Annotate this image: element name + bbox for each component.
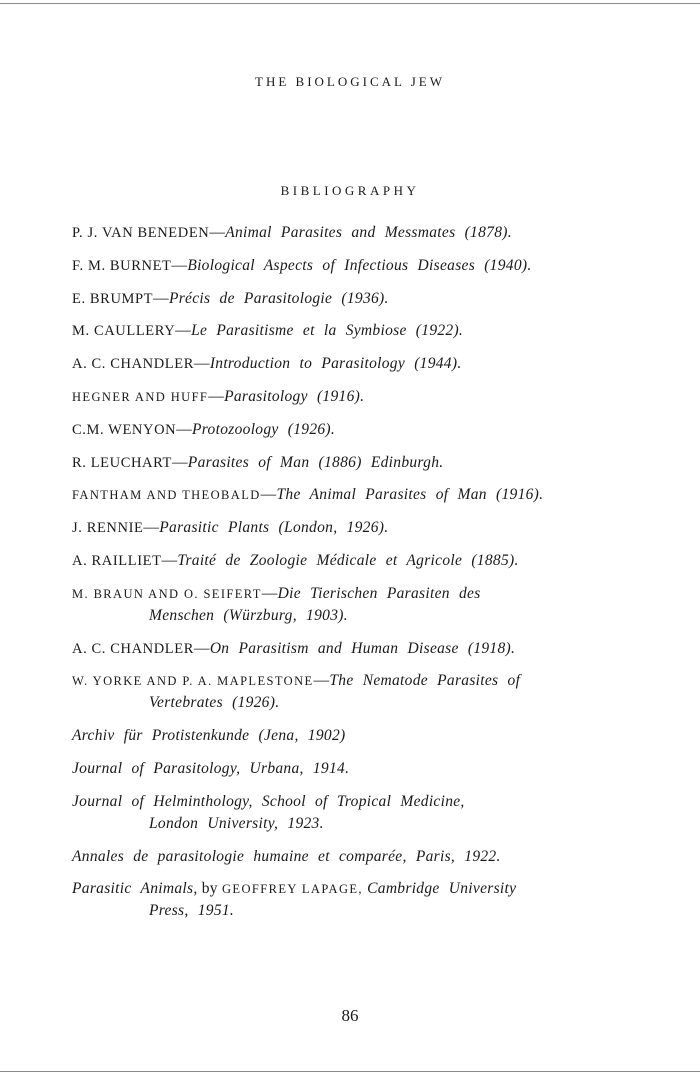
bibliography-entry <box>72 353 632 375</box>
entry-dash: — <box>153 289 169 307</box>
entry-title: Protozoology (1926). <box>192 420 336 438</box>
entry-author: M. BRAUN AND O. SEIFERT <box>72 586 262 601</box>
entry-author: HEGNER AND HUFF <box>72 389 209 404</box>
entry-dash: — <box>194 355 210 373</box>
entry-title: Précis de Parasitologie (1936). <box>168 289 389 307</box>
bibliography-entry <box>72 320 632 342</box>
entry-title: Parasitology (1916). <box>224 387 365 405</box>
entry-author: W. YORKE AND P. A. MAPLESTONE <box>72 674 314 689</box>
bibliography-entry <box>72 878 632 922</box>
entry-title: The Animal Parasites of Man (1916). <box>276 486 544 504</box>
bibliography-entry <box>72 670 632 714</box>
entry-dash: — <box>176 420 193 438</box>
bibliography-entry <box>72 386 632 408</box>
entry-author: E. BRUMPT <box>72 290 154 307</box>
entry-dash: — <box>171 453 188 471</box>
entry-title-continuation: Menschen (Würzburg, 1903). <box>149 606 348 624</box>
entry-title: Parasitic Plants (London, 1926). <box>159 519 389 537</box>
entry-author: GEOFFREY LAPAGE, <box>222 882 363 897</box>
entry-title: Parasitic Animals, <box>72 880 198 898</box>
bibliography-entry <box>72 222 632 244</box>
bibliography-list <box>72 222 632 933</box>
entry-title: On Parasitism and Human Disease (1918). <box>209 639 516 657</box>
entry-author: A. RAILLIET <box>72 552 162 569</box>
entry-title: Traité de Zoologie Médicale et Agricole (1885). <box>177 551 519 569</box>
entry-dash: — <box>161 551 178 569</box>
entry-title: Journal of Parasitology, Urbana, 1914. <box>72 759 350 777</box>
bibliography-entry <box>72 255 632 277</box>
entry-author: J. RENNIE <box>72 520 144 537</box>
bibliography-entry <box>72 725 632 747</box>
entry-dash: — <box>313 672 330 690</box>
entry-author: P. J. VAN BENEDEN <box>72 225 210 241</box>
bibliography-entry <box>72 758 632 780</box>
entry-author: FANTHAM AND THEOBALD <box>72 488 261 503</box>
bibliography-entry <box>72 288 632 310</box>
entry-publisher: Cambridge University <box>367 880 517 898</box>
section-title: BIBLIOGRAPHY <box>280 183 420 198</box>
bibliography-entry <box>72 517 632 539</box>
bibliography-entry <box>72 791 632 835</box>
running-head: THE BIOLOGICAL JEW <box>255 74 445 89</box>
entry-title: Le Parasitisme et la Symbiose (1922). <box>191 322 464 340</box>
entry-title: Archiv für Protistenkunde (Jena, 1902) <box>72 727 346 745</box>
page-number: 86 <box>341 1006 359 1025</box>
entry-dash: — <box>260 486 277 504</box>
top-border <box>0 3 700 4</box>
entry-author: R. LEUCHART <box>72 454 172 471</box>
entry-dash: — <box>261 584 278 602</box>
bibliography-entry <box>72 452 632 474</box>
entry-author: M. CAULLERY <box>72 323 176 340</box>
entry-author: C.M. WENYON <box>72 421 177 438</box>
entry-author: A. C. CHANDLER <box>72 356 194 373</box>
entry-title: The Nematode Parasites of <box>329 672 521 690</box>
bottom-border <box>0 1071 700 1072</box>
entry-dash: — <box>143 519 160 537</box>
bibliography-entry <box>72 583 632 627</box>
entry-dash: — <box>209 224 226 241</box>
bibliography-entry <box>72 484 632 506</box>
entry-by: by <box>201 880 218 898</box>
entry-dash: — <box>194 639 210 657</box>
entry-title: Die Tierischen Parasiten des <box>277 584 481 602</box>
bibliography-entry <box>72 419 632 441</box>
bibliography-entry <box>72 638 632 660</box>
entry-dash: — <box>171 256 188 274</box>
bibliography-entry <box>72 550 632 572</box>
entry-title: Introduction to Parasitology (1944). <box>209 355 462 373</box>
entry-title-continuation: Vertebrates (1926). <box>149 694 280 712</box>
entry-author: A. C. CHANDLER <box>72 640 194 657</box>
entry-title-continuation: London University, 1923. <box>149 814 324 832</box>
entry-title: Animal Parasites and Messmates (1878). <box>225 224 512 241</box>
entry-title-continuation: Press, 1951. <box>149 902 235 920</box>
bibliography-entry <box>72 846 632 868</box>
entry-title: Parasites of Man (1886) Edinburgh. <box>187 453 444 471</box>
entry-title: Annales de parasitologie humaine et comparée, Paris, 1922. <box>72 847 501 865</box>
entry-author: F. M. BURNET <box>72 257 172 274</box>
entry-dash: — <box>208 387 225 405</box>
entry-title: Journal of Helminthology, School of Tropical Medicine, <box>72 792 465 810</box>
entry-title: Biological Aspects of Infectious Diseases (1940). <box>187 256 532 274</box>
entry-dash: — <box>175 322 192 340</box>
